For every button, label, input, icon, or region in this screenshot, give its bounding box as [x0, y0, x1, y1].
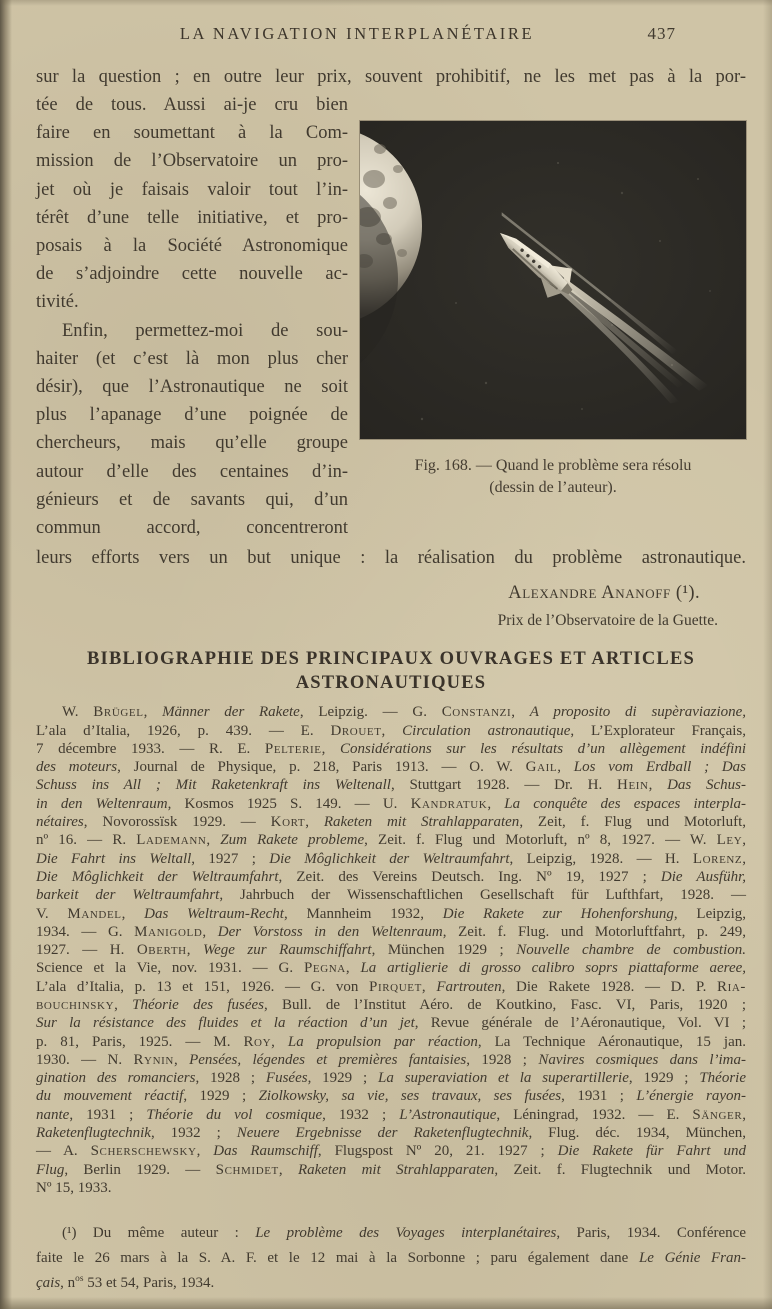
text-line: p. 81, Paris, 1925. — M. Roy, La propulsion par réaction, La Technique Aéronautique, 15 jan. — [36, 1033, 746, 1050]
page-edge-shadow-bottom — [0, 1297, 772, 1309]
text-line: W. Brügel, Männer der Rakete, Leipzig. — G. Constanzi, A proposito di supèraviazione, — [62, 704, 747, 721]
text-line: çais, $n^{os}$ 53 et 54, Paris, 1934. — [36, 1274, 215, 1292]
text-line: autour d’elle des centaines d’in- — [36, 461, 348, 482]
text-line: du mouvement réactif, 1929 ; Ziolkowsky, sa vie, ses travaux, ses fusées, 1931 ; L’énergie rayon- — [36, 1088, 747, 1105]
text-line: faire en soumettant à la Com- — [36, 123, 348, 144]
text-line: (¹) Du même auteur : Le problème des Voyages interplanétaires, Paris, 1934. Conférence — [62, 1225, 746, 1242]
text-line: plus l’apanage d’une poignée de — [36, 405, 348, 426]
text-line: faite le 26 mars à la S. A. F. et le 12 mai à la Sorbonne ; paru également dane Le Génie Fran- — [36, 1250, 747, 1267]
bibliography-text — [36, 703, 746, 1197]
author-signature — [36, 582, 746, 631]
page-edge-shadow-right — [763, 0, 772, 1309]
text-line: Die Môglichkeit der Weltraumfahrt, Zeit. des Vereins Deutsch. Ing. Nº 19, 1927 ; Die Ausführ, — [36, 868, 746, 885]
text-line: Schuss ins All ; Mit Raketenkraft ins Weltenall, Stuttgart 1928. — Dr. H. Hein, Das Schus- — [36, 777, 747, 794]
text-line: Alexandre Ananoff (¹). — [508, 583, 700, 604]
text-line: gination des romanciers, 1928 ; Fusées, 1929 ; La superaviation et la superartillerie, 1929 ; Théorie — [36, 1070, 746, 1087]
bibliography-heading — [36, 647, 746, 695]
text-line: sur la question ; en outre leur prix, souvent prohibitif, ne les met pas à la por- — [36, 67, 746, 87]
text-line: 7 décembre 1933. — R. E. Pelterie, Considérations sur les résultats d’un allègement indéfini — [36, 740, 746, 757]
text-line: V. Mandel, Das Weltraum-Recht, Mannheim 1932, Die Rakete zur Hohenforshung, Leipzig, — [36, 905, 746, 922]
text-line: tée de tous. Aussi ai-je cru bien — [36, 95, 348, 115]
two-column-section — [36, 91, 746, 542]
text-line: désir), que l’Astronautique ne soit — [36, 377, 348, 398]
text-line: Flug, Berlin 1929. — Schmidet, Raketen mit Strahlapparaten, Zeit. f. Flugtechnik und Motor. — [36, 1161, 746, 1178]
text-line: mission de l’Observatoire un pro- — [36, 151, 348, 172]
text-line: Raketenflugtechnik, 1932 ; Neuere Ergebnisse der Raketenflugtechnik, Flug. déc. 1934, München, — [36, 1125, 746, 1142]
text-line: posais à la Société Astronomique — [36, 236, 348, 257]
text-line: leurs efforts vers un but unique : la réalisation du problème astronautique. — [36, 548, 746, 569]
footnote-text — [36, 1221, 746, 1296]
text-line: nétaires, Novorossïsk 1929. — Kort, Raketen mit Strahlapparaten, Zeit, f. Flug und Motorluft, — [36, 814, 746, 831]
running-title: LA NAVIGATION INTERPLANÉTAIRE — [179, 24, 535, 43]
article — [36, 63, 746, 1296]
text-line: des moteurs, Journal de Physique, p. 218, Paris 1913. — O. W. Gail, Los vom Erdball ; Das — [36, 759, 747, 776]
text-line: barkeit der Weltraumfahrt, Jahrbuch der Wissenschaftlichen Gesellschaft für Lufthfart, 1928. — — [36, 887, 747, 904]
text-line: nante, 1931 ; Théorie du vol cosmique, 1932 ; L’Astronautique, Léningrad, 1932. — E. Sänger, — [36, 1106, 747, 1123]
text-line: Science et la Vie, nov. 1931. — G. Pegna, La artiglierie di grosso calibro soprs piattaforme aeree, — [36, 960, 747, 977]
figure-caption-line2: (dessin de l’auteur). — [489, 478, 617, 496]
page-edge-shadow-top — [0, 0, 772, 6]
text-line: 1930. — N. Rynin, Pensées, légendes et premières fantaisies, 1928 ; Navires cosmiques dans l’ima- — [36, 1051, 747, 1068]
lead-paragraph — [36, 63, 746, 91]
text-line: Prix de l’Observatoire de la Guette. — [497, 612, 718, 630]
text-line: nº 16. — R. Lademann, Zum Rakete probleme, Zeit. f. Flug und Motorluft, nº 8, 1927. — W. Ley, — [36, 832, 746, 849]
text-line: de s’adjoindre cette nouvelle ac- — [36, 264, 348, 285]
page-number: 437 — [647, 24, 676, 43]
text-line: commun accord, concentreront — [36, 518, 348, 539]
text-line: chercheurs, mais qu’elle groupe — [36, 433, 348, 454]
text-line: Die Fahrt ins Weltall, 1927 ; Die Môglichkeit der Weltraumfahrt, Leipzig, 1928. — H. Lorenz, — [36, 850, 747, 867]
page-edge-shadow-left — [0, 0, 12, 1309]
text-line: génieurs et de savants qui, d’un — [36, 489, 348, 510]
figure-caption-line1: Fig. 168. — Quand le problème sera résolu — [414, 457, 692, 474]
text-line: jet où je faisais valoir tout l’in- — [36, 179, 348, 200]
rocket-and-moon-drawing — [360, 121, 746, 439]
text-line: 1934. — G. Manigold, Der Vorstoss in den Weltenraum, Zeit. f. Flug. und Motorluftfahrt, p. 249, — [36, 923, 747, 940]
bibliography-heading-line1: BIBLIOGRAPHIE DES PRINCIPAUX OUVRAGES ET ARTICLES — [87, 649, 695, 670]
text-line: Sur la résistance des fluides et la réaction d’un jet, Revue générale de l’Aéronautique, Vol. VI ; — [36, 1015, 746, 1032]
text-line: haiter (et c’est là mon plus cher — [36, 348, 348, 369]
text-line: L’ala d’Italia, p. 13 et 151, 1926. — G. von Pirquet, Fartrouten, Die Rakete 1928. — D. P. Ria- — [36, 978, 747, 995]
bibliography-heading-line2: ASTRONAUTIQUES — [295, 673, 487, 694]
text-line: L’ala d’Italia, 1926, p. 439. — E. Drouet, Circulation astronautique, L’Explorateur Français, — [36, 722, 747, 739]
text-line: in den Weltenraum, Kosmos 1925 S. 149. — U. Kandratuk, La conquête des espaces interpla- — [36, 795, 747, 812]
text-line: tivité. — [36, 292, 79, 313]
text-line: bouchinsky, Théorie des fusées, Bull. de l’Institut Aéro. de Koutkino, Fasc. VI, Paris, 1920 ; — [36, 997, 746, 1013]
figure-caption — [360, 455, 746, 498]
figure-rocket-illustration — [360, 121, 746, 498]
page-header — [36, 24, 746, 50]
text-line: — A. Scherschewsky, Das Raumschiff, Flugspost Nº 20, 21. 1927 ; Die Rakete für Fahrt und — [36, 1143, 746, 1160]
closing-paragraph — [36, 542, 746, 573]
text-line: 1927. — H. Oberth, Wege zur Raumschiffahrt, München 1929 ; Nouvelle chambre de combustion. — [36, 942, 747, 959]
text-line: Nº 15, 1933. — [36, 1179, 112, 1196]
text-line: térêt d’une telle initiative, et pro- — [36, 207, 348, 228]
text-line: Enfin, permettez-moi de sou- — [62, 320, 348, 341]
